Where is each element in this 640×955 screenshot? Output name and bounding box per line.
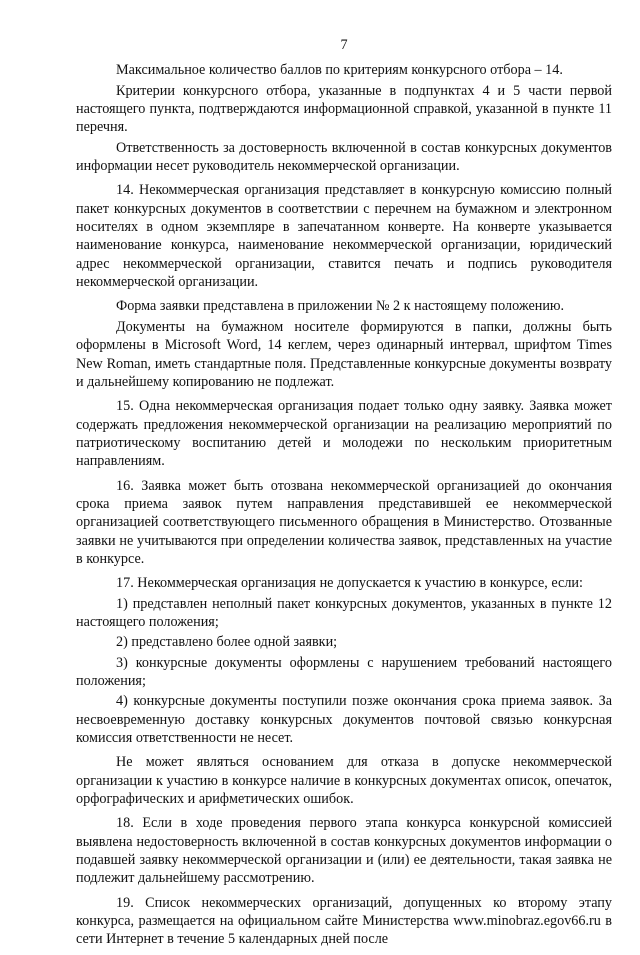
paragraph-criteria: Критерии конкурсного отбора, указанные в подпунктах 4 и 5 части первой настоящего пункта, подтверждаются информационной справкой, указанной в пункте 11 перечня. [76,82,612,136]
paragraph-application-form: Форма заявки представлена в приложении № 2 к настоящему положению. [116,298,565,315]
paragraph-responsibility: Ответственность за достоверность включенной в состав конкурсных документов информации несет руководитель некоммерческой организации. [76,139,612,175]
paragraph-item-14: 14. Некоммерческая организация представляет в конкурсную комиссию полный пакет конкурсных документов в соответствии с перечнем на бумажном и электронном носителях в одном экземпляре в запечатанном конверте. На конверте указывается наименование конкурса, наименование некоммерческой организации, юридический адрес некоммерческой организации, ставится печать и подпись руководителя некоммерческой организации. [76,182,612,291]
paragraph-item-15: 15. Одна некоммерческая организация подает только одну заявку. Заявка может содержать предложения некоммерческой организации на реализацию мероприятий по патриотическому воспитанию детей и молодежи по нескольким приоритетным направлениям. [76,398,612,470]
paragraph-paper-documents: Документы на бумажном носителе формируются в папки, должны быть оформлены в Microsoft Word, 14 кеглем, через одинарный интервал, шрифтом Times New Roman, иметь стандартные поля. Представленные конкурсные документы возврату и дальнейшему копированию не подлежат. [76,318,612,390]
paragraph-item-18: 18. Если в ходе проведения первого этапа конкурса конкурсной комиссией выявлена недостоверность включенной в состав конкурсных документов информации о подавшей заявку некоммерческой организации и (или) ее деятельности, такая заявка не подлежит дальнейшему рассмотрению. [76,815,612,887]
page-number: 7 [340,37,348,53]
list-item-17-4: 4) конкурсные документы поступили позже окончания срока приема заявок. За несвоевременную доставку конкурсных документов почтовой связью конкурсная комиссия ответственности не несет. [76,693,612,747]
document-page [76,36,612,955]
list-item-17-2: 2) представлено более одной заявки; [116,634,338,651]
paragraph-max-score: Максимальное количество баллов по критериям конкурсного отбора – 14. [116,62,563,79]
list-item-17-3: 3) конкурсные документы оформлены с нарушением требований настоящего положения; [76,654,612,689]
list-item-17-1: 1) представлен неполный пакет конкурсных документов, указанных в пункте 12 настоящего положения; [76,595,612,630]
paragraph-item-17: 17. Некоммерческая организация не допускается к участию в конкурсе, если: [116,575,583,592]
paragraph-item-16: 16. Заявка может быть отозвана некоммерческой организацией до окончания срока приема заявок путем направления представившей ее некоммерческой организацией соответствующего письменного обращения в Министерство. Отозванные заявки не учитываются при определении количества заявок, представленных на участие в конкурсе. [76,477,612,567]
paragraph-errors-not-grounds: Не может являться основанием для отказа в допуске некоммерческой организации к участию в конкурсе наличие в конкурсных документах описок, опечаток, орфографических и арифметических ошибок. [76,754,612,808]
paragraph-item-19: 19. Список некоммерческих организаций, допущенных ко второму этапу конкурса, размещается на официальном сайте Министерства www.minobraz.egov66.ru в сети Интернет в течение 5 календарных дней после [76,894,612,948]
